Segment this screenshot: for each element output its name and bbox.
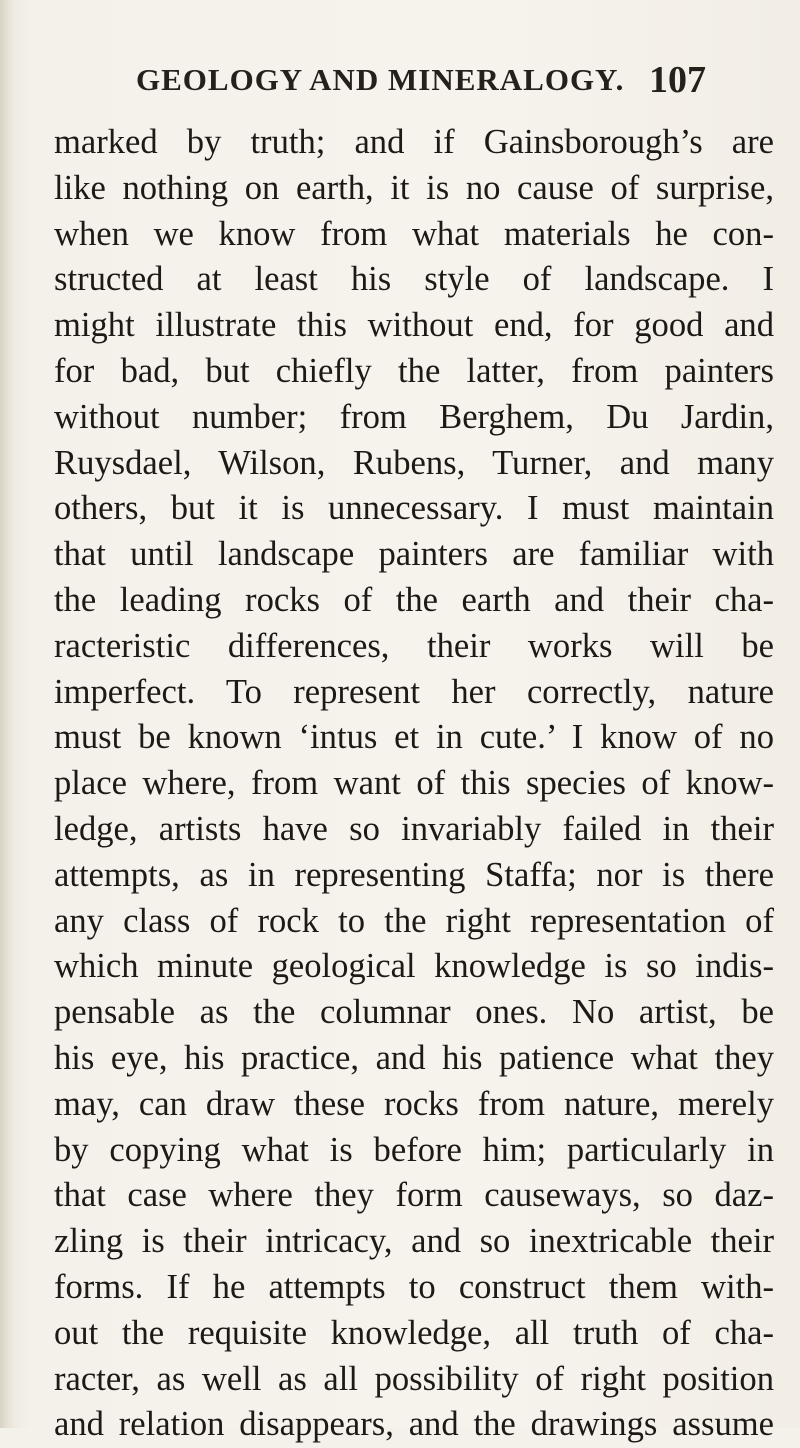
text-line: imperfect. To represent her correctly, nature	[54, 672, 774, 711]
text-line: racteristic differences, their works will be	[54, 626, 774, 665]
text-line: may, can draw these rocks from nature, merely	[54, 1084, 774, 1123]
text-line: marked by truth; and if Gainsborough’s are	[54, 123, 774, 161]
text-line: his eye, his practice, and his patience what they	[54, 1038, 774, 1077]
running-header	[136, 58, 706, 102]
text-line: structed at least his style of landscape. I	[54, 260, 774, 299]
text-line: for bad, but chiefly the latter, from painters	[54, 351, 774, 390]
text-line: and relation disappears, and the drawings assume	[54, 1405, 774, 1444]
text-line: pensable as the columnar ones. No artist, be	[54, 993, 774, 1032]
text-line: any class of rock to the right representation of	[54, 901, 774, 940]
text-line: zling is their intricacy, and so inextricable their	[54, 1222, 774, 1261]
text-line: others, but it is unnecessary. I must maintain	[54, 489, 774, 528]
text-line: forms. If he attempts to construct them with-	[54, 1267, 774, 1306]
text-line: by copying what is before him; particularly in	[54, 1130, 774, 1169]
page-number: 107	[649, 59, 706, 101]
text-line: without number; from Berghem, Du Jardin,	[54, 397, 774, 436]
text-line: ledge, artists have so invariably failed in their	[54, 809, 774, 848]
text-line: that case where they form causeways, so daz-	[54, 1176, 774, 1215]
text-line: the leading rocks of the earth and their cha-	[54, 580, 774, 619]
text-line: racter, as well as all possibility of right position	[54, 1359, 774, 1398]
text-line: place where, from want of this species of know-	[54, 764, 774, 803]
body-text	[54, 120, 774, 1448]
text-line: that until landscape painters are familiar with	[54, 535, 774, 574]
text-line: which minute geological knowledge is so indis-	[54, 947, 774, 986]
page-gutter-shadow	[0, 0, 14, 1428]
text-line: must be known ‘intus et in cute.’ I know of no	[54, 718, 774, 757]
text-line: out the requisite knowledge, all truth of cha-	[54, 1313, 774, 1352]
running-header-title: GEOLOGY AND MINERALOGY.	[136, 62, 625, 97]
text-line: like nothing on earth, it is no cause of surprise,	[54, 168, 774, 207]
text-line: Ruysdael, Wilson, Rubens, Turner, and many	[54, 443, 774, 482]
text-line: when we know from what materials he con-	[54, 214, 774, 253]
text-line: attempts, as in representing Staffa; nor is there	[54, 855, 774, 894]
text-line: might illustrate this without end, for good and	[54, 306, 774, 345]
